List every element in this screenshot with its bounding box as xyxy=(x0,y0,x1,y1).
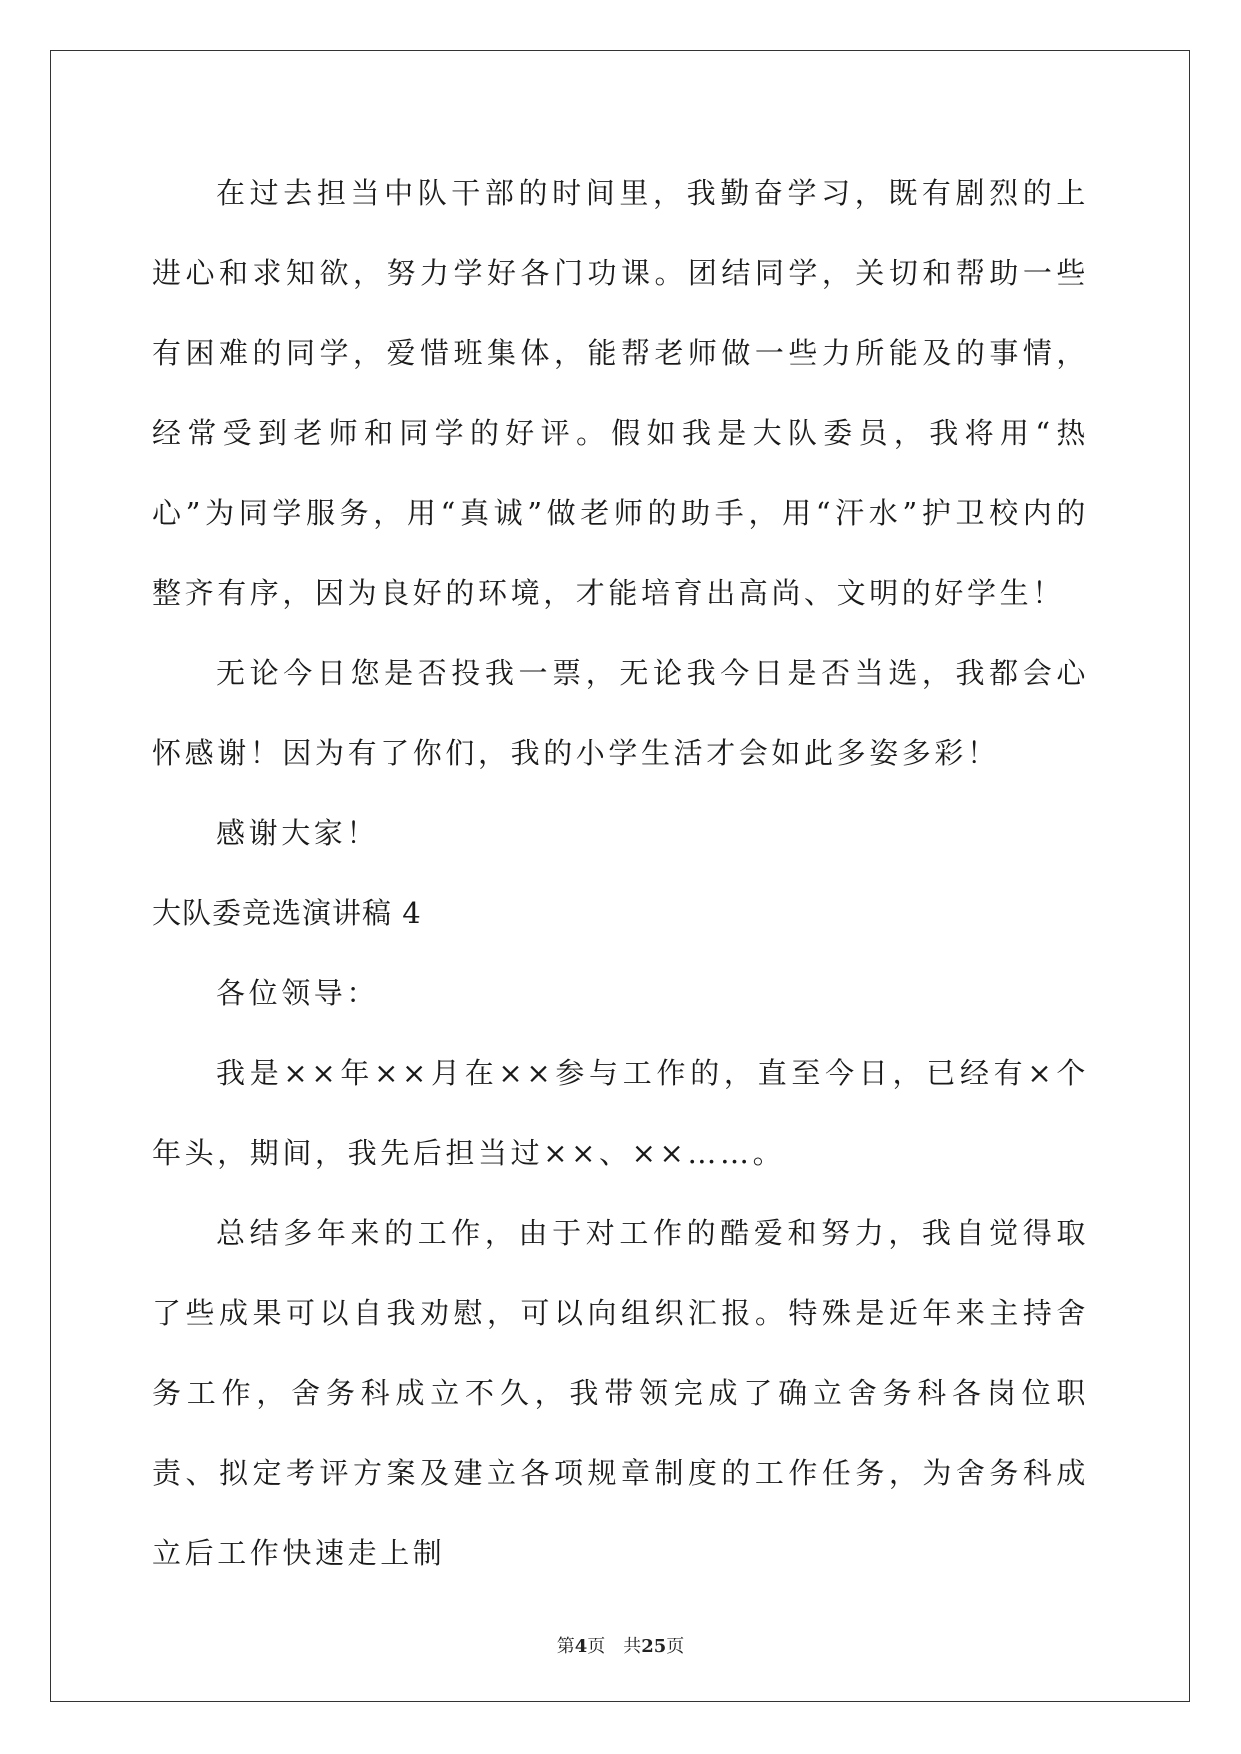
paragraph-2: 无论今日您是否投我一票，无论我今日是否当选，我都会心怀感谢！因为有了你们，我的小学生活才会如此多姿多彩！ xyxy=(152,656,1089,770)
paragraph-6: 总结多年来的工作，由于对工作的酷爱和努力，我自觉得取了些成果可以自我劝慰，可以向组织汇报。特殊是近年来主持舍务工作，舍务科成立不久，我带领完成了确立舍务科各岗位职责、拟定考评方案及建立各项规章制度的工作任务，为舍务科成立后工作快速走上制 xyxy=(152,1216,1089,1570)
paragraph-5: 我是××年××月在××参与工作的，直至今日，已经有×个年头，期间，我先后担当过××、××……。 xyxy=(152,1056,1089,1170)
footer-page-suffix: 页 xyxy=(587,1636,606,1657)
footer-page-number: 4 xyxy=(574,1636,588,1657)
footer-total-prefix: 共 xyxy=(623,1636,642,1657)
footer-total-pages: 25 xyxy=(641,1636,667,1657)
paragraph-1: 在过去担当中队干部的时间里，我勤奋学习，既有剧烈的上进心和求知欲，努力学好各门功课。团结同学，关切和帮助一些有困难的同学，爱惜班集体，能帮老师做一些力所能及的事情，经常受到老师和同学的好评。假如我是大队委员，我将用“热心”为同学服务，用“真诚”做老师的助手，用“汗水”护卫校内的整齐有序，因为良好的环境，才能培育出高尚、文明的好学生！ xyxy=(152,176,1089,610)
paragraph-3: 感谢大家！ xyxy=(216,816,380,850)
salutation: 各位领导： xyxy=(216,976,380,1010)
footer-total-suffix: 页 xyxy=(666,1636,685,1657)
section-heading: 大队委竞选演讲稿 4 xyxy=(152,896,422,930)
document-body xyxy=(152,153,1089,1593)
footer-prefix: 第 xyxy=(556,1636,575,1657)
page-footer xyxy=(0,1632,1241,1658)
